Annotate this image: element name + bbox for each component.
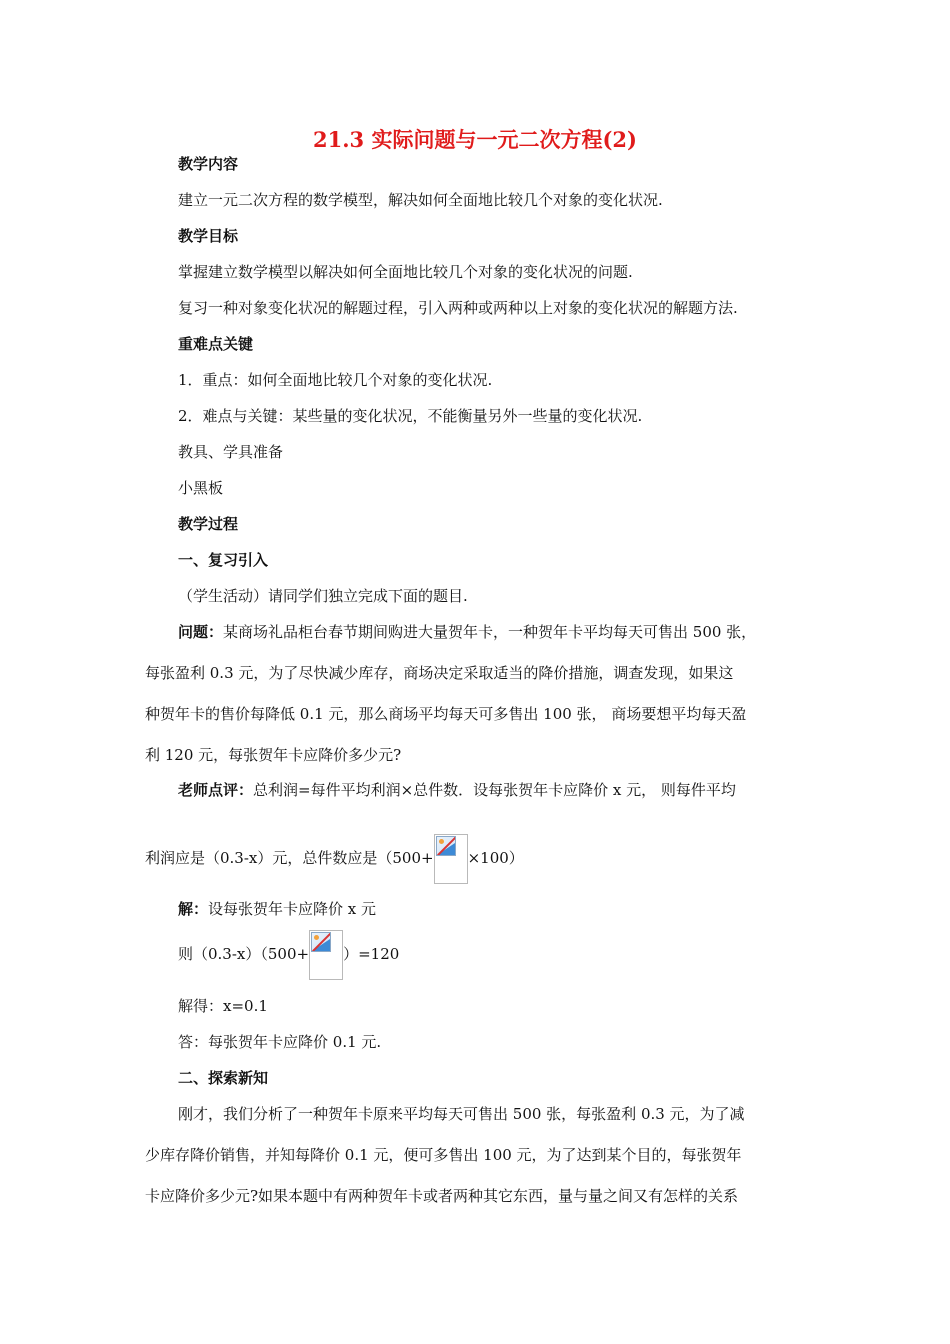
page-title: 21.3 实际问题与一元二次方程(2)	[313, 127, 637, 152]
problem-line-4: 利 120 元，每张贺年卡应降价多少元?	[145, 746, 402, 764]
comment-text-1: 总利润=每件平均利润×总件数．设每张贺年卡应降价 x 元， 则每件平均	[253, 781, 736, 799]
equation-line	[178, 930, 399, 980]
comment-line-2	[145, 834, 805, 884]
heading-key: 重难点关键	[178, 335, 254, 353]
explore-line-3: 卡应降价多少元?如果本题中有两种贺年卡或者两种其它东西，量与量之间又有怎样的关系	[145, 1187, 739, 1205]
goal-1: 掌握建立数学模型以解决如何全面地比较几个对象的变化状况的问题.	[178, 263, 633, 281]
broken-image-icon	[434, 834, 468, 884]
explore-line-1: 刚才，我们分析了一种贺年卡原来平均每天可售出 500 张，每张盈利 0.3 元，为了减	[178, 1105, 745, 1123]
content-text: 建立一元二次方程的数学模型，解决如何全面地比较几个对象的变化状况.	[178, 191, 663, 209]
comment-line-1	[178, 779, 736, 800]
heading-review: 一、复习引入	[178, 551, 269, 569]
key-1: 1．重点：如何全面地比较几个对象的变化状况.	[178, 371, 493, 389]
solution-text: 设每张贺年卡应降价 x 元	[208, 900, 377, 918]
equation-text-a: 则（0.3-x）（500+	[178, 945, 310, 963]
problem-line-1	[178, 621, 756, 642]
broken-image-icon	[309, 930, 343, 980]
equation-text-b: ）=120	[343, 945, 400, 963]
solution-line	[178, 898, 376, 919]
comment-text-2b: ×100）	[467, 849, 524, 867]
goal-2: 复习一种对象变化状况的解题过程，引入两种或两种以上对象的变化状况的解题方法.	[178, 299, 738, 317]
answer-text: 答：每张贺年卡应降价 0.1 元.	[178, 1033, 382, 1051]
problem-line-3: 种贺年卡的售价每降低 0.1 元，那么商场平均每天可多售出 100 张， 商场要想平均每天盈	[145, 705, 747, 723]
heading-process: 教学过程	[178, 515, 239, 533]
problem-text-1: 某商场礼品柜台春节期间购进大量贺年卡，一种贺年卡平均每天可售出 500 张，	[223, 623, 757, 641]
solve-text: 解得：x=0.1	[178, 997, 268, 1015]
problem-line-2: 每张盈利 0.3 元，为了尽快减少库存，商场决定采取适当的降价措施，调查发现，如果这	[145, 664, 734, 682]
comment-text-2a: 利润应是（0.3-x）元，总件数应是（500+	[145, 849, 434, 867]
heading-tools: 教具、学具准备	[178, 443, 284, 461]
heading-content: 教学内容	[178, 155, 239, 173]
problem-label: 问题：	[178, 623, 224, 641]
tools-text: 小黑板	[178, 479, 224, 497]
heading-explore: 二、探索新知	[178, 1069, 269, 1087]
explore-line-2: 少库存降价销售，并知每降价 0.1 元，便可多售出 100 元，为了达到某个目的，每张贺年	[145, 1146, 742, 1164]
review-intro: （学生活动）请同学们独立完成下面的题目.	[178, 587, 468, 605]
key-2: 2．难点与关键：某些量的变化状况，不能衡量另外一些量的变化状况.	[178, 407, 643, 425]
solution-label: 解：	[178, 900, 209, 918]
heading-goal: 教学目标	[178, 227, 239, 245]
comment-label: 老师点评：	[178, 781, 254, 799]
